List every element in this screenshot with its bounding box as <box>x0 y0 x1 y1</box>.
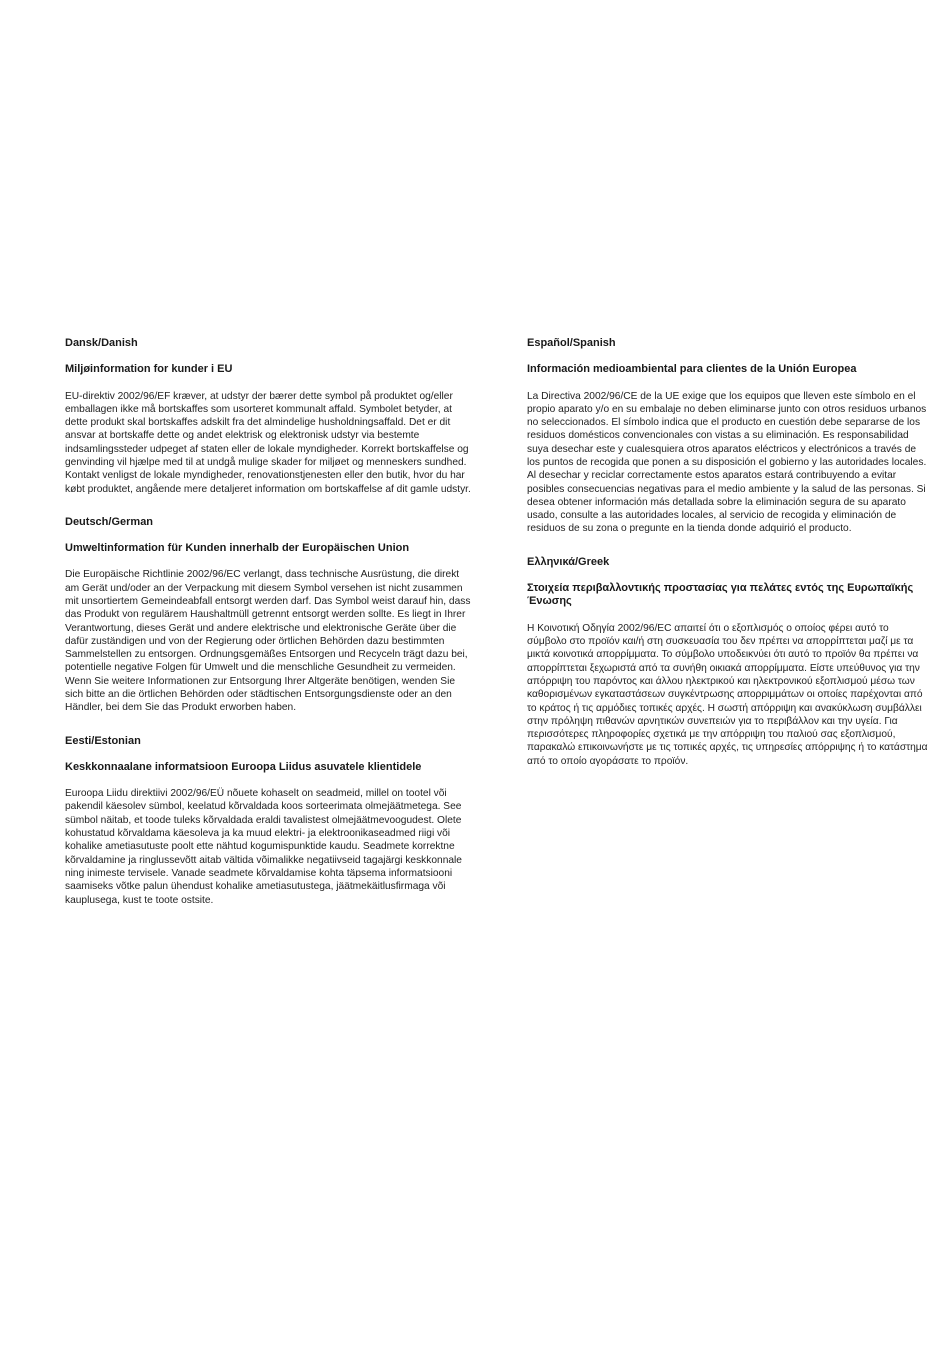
section-body: Euroopa Liidu direktiivi 2002/96/EÜ nõuete kohaselt on seadmeid, millel on tootel või pakendil käesolev sümbol, keelatud kõrvaldada koos sorteerimata olmejäätmetega. See sümbol näitab, et toode tuleks kõrvaldada eraldi tavalistest olmejäätmevoogudest. Olete kohustatud kõrvaldama käesoleva ja ka muud elektri- ja elektroonikaseadmed riigi või kohalike ametiasutuste poolt ette nähtud kogumispunktide kaudu. Seadmete korrektne kõrvaldamine ja ringlussevõtt aitab vältida võimalikke negatiivseid tagajärgi keskkonnale ning inimeste tervisele. Vanade seadmete kõrvaldamise kohta täpsema informatsiooni saamiseks võtke palun ühendust kohalike ametiasutustega, jäätmekäitlusfirmaga või kauplusega, kust te toote ostsite. <box>65 788 462 906</box>
language-label: Ελληνικά/Greek <box>527 555 610 568</box>
section-heading: Umweltinformation für Kunden innerhalb der Europäischen Union <box>65 541 410 554</box>
section-heading: Στοιχεία περιβαλλοντικής προστασίας για πελάτες εντός της Ευρωπαϊκής Ένωσης <box>527 581 914 608</box>
left-column <box>65 336 475 926</box>
section-heading: Miljøinformation for kunder i EU <box>65 363 233 375</box>
language-label: Eesti/Estonian <box>65 734 141 747</box>
section-body: Die Europäische Richtlinie 2002/96/EC verlangt, dass technische Ausrüstung, die direkt am Gerät und/oder an der Verpackung mit diesem Symbol versehen ist nicht zusammen mit unsortiertem Gemeindeabfall entsorgt werden darf. Das Symbol weist darauf hin, dass das Produkt von regulärem Haushaltmüll getrennt entsorgt werden sollte. Es liegt in Ihrer Verantwortung, dieses Gerät und andere elektrische und elektronische Geräte über die dafür zuständigen und von der Regierung oder örtlichen Behörden dazu bestimmten Sammelstellen zu entsorgen. Ordnungsgemäßes Entsorgen und Recyceln trägt dazu bei, potentielle negative Folgen für Umwelt und die menschliche Gesundheit zu vermeiden. Wenn Sie weitere Informationen zur Entsorgung Ihrer Altgeräte benötigen, wenden Sie sich bitte an die örtlichen Behörden oder städtischen Entsorgungsdienste oder an den Händler, bei dem Sie das Produkt erworben haben. <box>65 569 471 714</box>
right-column <box>527 336 929 787</box>
section-body: EU-direktiv 2002/96/EF kræver, at udstyr der bærer dette symbol på produktet og/eller emballagen ikke må bortskaffes som usorteret kommunalt affald. Symbolet betyder, at dette produkt skal bortskaffes adskilt fra det almindelige husholdningsaffald. Det er dit ansvar at bortskaffe dette og andet elektrisk og elektronisk udstyr via bestemte indsamlingssteder udpeget af staten eller de lokale myndigheder. Korrekt bortskaffelse og genvinding vil hjælpe med til at undgå mulige skader for miljøet og menneskers sundhed. Kontakt venligst de lokale myndigheder, renovationstjenesten eller den butik, hvor du har købt produktet, angående mere detaljeret information om bortskaffelse af dit gamle udstyr. <box>65 390 471 495</box>
section-estonian <box>65 734 475 907</box>
section-danish <box>65 336 475 496</box>
language-label: Español/Spanish <box>527 337 616 349</box>
section-greek <box>527 555 929 768</box>
section-heading: Información medioambiental para clientes de la Unión Europea <box>527 363 857 375</box>
language-label: Dansk/Danish <box>65 337 138 349</box>
section-body: La Directiva 2002/96/CE de la UE exige que los equipos que lleven este símbolo en el propio aparato y/o en su embalaje no deben eliminarse junto con otros residuos urbanos no seleccionados. El símbolo indica que el producto en cuestión debe separarse de los residuos domésticos convencionales con vistas a su eliminación. Es responsabilidad suya desechar este y cualesquiera otros aparatos eléctricos y electrónicos a través de los puntos de recogida que ponen a su disposición el gobierno y las autoridades locales. Al desechar y reciclar correctamente estos aparatos estará contribuyendo a evitar posibles consecuencias negativas para el medio ambiente y la salud de las personas. Si desea obtener información más detallada sobre la eliminación segura de su aparato usado, consulte a las autoridades locales, al servicio de recogida y eliminación de residuos de su zona o pregunte en la tienda donde adquirió el producto. <box>527 390 927 535</box>
section-german <box>65 515 475 715</box>
section-heading: Keskkonnaalane informatsioon Euroopa Liidus asuvatele klientidele <box>65 760 422 773</box>
language-label: Deutsch/German <box>65 515 154 528</box>
section-spanish <box>527 336 929 536</box>
section-body: Η Κοινοτική Οδηγία 2002/96/EC απαιτεί ότι ο εξοπλισμός ο οποίος φέρει αυτό το σύμβολο στο προϊόν και/ή στη συσκευασία του δεν πρέπει να απορρίπτεται μαζί με τα μικτά κοινοτικά απορρίμματα. Το σύμβολο υποδεικνύει ότι αυτό το προϊόν θα πρέπει να απορρίπτεται ξεχωριστά από τα συνήθη οικιακά απορρίμματα. Είστε υπεύθυνος για την απόρριψη του παρόντος και άλλου ηλεκτρικού και ηλεκτρονικού εξοπλισμού μέσω των καθορισμένων εγκαταστάσεων συγκέντρωσης απορριμμάτων οι οποίες παρέχονται από το κράτος ή τις αρμόδιες τοπικές αρχές. Η σωστή απόρριψη και ανακύκλωση συμβάλλει στην πρόληψη πιθανών αρνητικών συνεπειών για το περιβάλλον και την υγεία. Για περισσότερες πληροφορίες σχετικά με την απόρριψη του παλιού σας εξοπλισμού, παρακαλώ επικοινωνήστε με τις τοπικές αρχές, τις υπηρεσίες απόρριψης ή το κατάστημα από το οποίο αγοράσατε το προϊόν. <box>527 622 928 767</box>
